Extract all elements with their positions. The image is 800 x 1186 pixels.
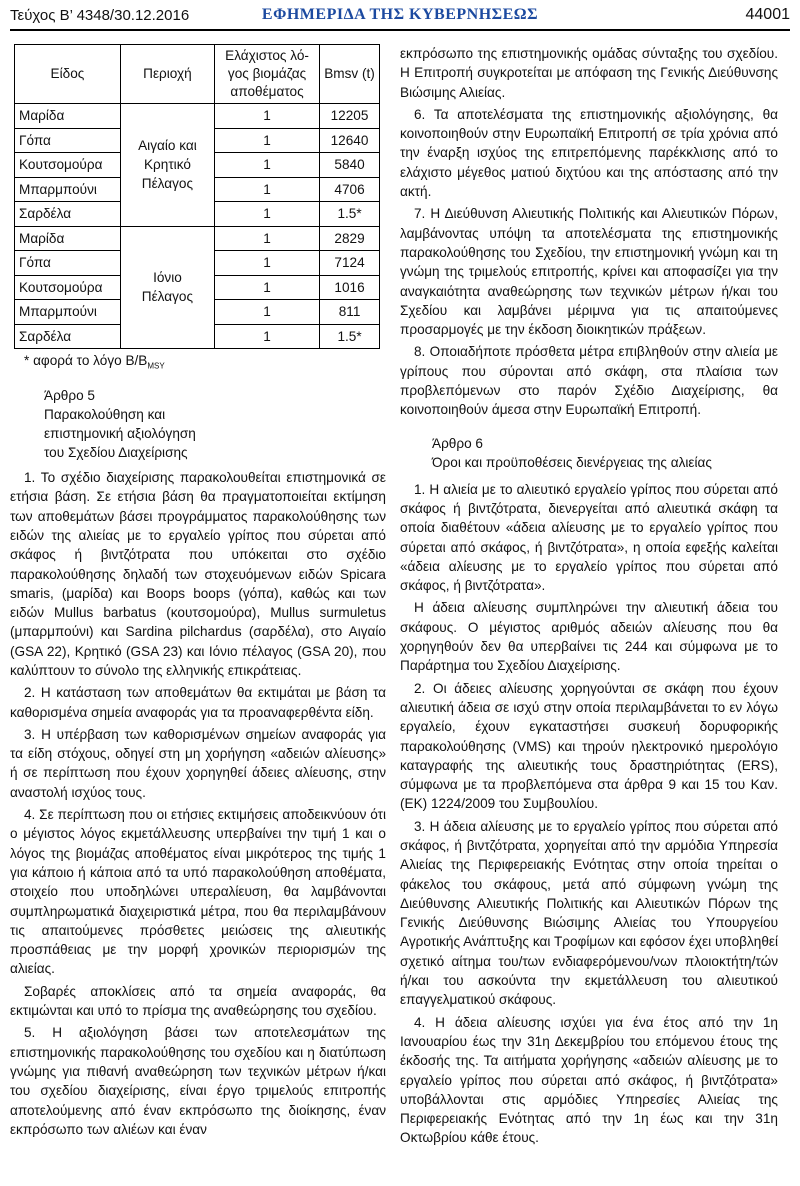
species-cell: Σαρδέλα — [15, 202, 121, 227]
page-header — [10, 4, 790, 28]
footnote-text: * αφορά το λόγο B/B — [24, 353, 148, 368]
article-subtitle: Όροι και προϋποθέσεις διενέργειας της αλιείας — [432, 454, 712, 470]
ratio-cell: 1 — [215, 300, 320, 325]
header-ratio-line: αποθέματος — [230, 84, 304, 99]
bmsv-cell: 7124 — [320, 251, 380, 276]
bmsv-cell: 2829 — [320, 226, 380, 251]
table-row — [15, 104, 380, 129]
article-title: Άρθρο 6 — [432, 435, 483, 451]
bmsv-cell: 1.5* — [320, 202, 380, 227]
paragraph: 3. Η άδεια αλίευσης με το εργαλείο γρίπος που σύρεται από σκάφος, ή βιντζότρατα, χορηγείται από την αρμόδια Υπηρεσία Αλιείας της Περιφερειακής Ενότητας στην οποία τηρείται ο φάκελος του σκάφους, μετά από σύμφωνη γνώμη της Διεύθυνσης Αλιευτικής Πολιτικής και Αλιευτικών Πόρων της Γενικής Διεύθυνσης Βιώσιμης Αλιείας του Υπουργείου Αγροτικής Ανάπτυξης και Τροφίμων και εφόσον έχει υποβληθεί σχετικό αίτημα του/των ενδιαφερόμενου/νων πλοιοκτήτη/τών ή/και του ασκούντα την εκμετάλλευση του αλιευτικού επαγγελματικού σκάφους. — [400, 818, 778, 1008]
paragraph: Η άδεια αλίευσης συμπληρώνει την αλιευτική άδεια του σκάφους. Ο μέγιστος αριθμός αδειών αλίευσης που θα χορηγηθούν δεν θα υπερβαίνει τις 244 και σύμφωνα με το Παράρτημα του Σχεδίου Διαχείρισης. — [400, 600, 778, 674]
region-cell — [120, 226, 214, 349]
region-line: Ιόνιο — [153, 270, 182, 286]
header-bmsv: Bmsv (t) — [320, 45, 380, 104]
paragraph: 1. Η αλιεία με το αλιευτικό εργαλείο γρίπος που σύρεται από σκάφος ή βιντζότρατα, διενεργείται από αλιευτικά σκάφη τα οποία διαθέτουν «άδεια αλίευσης με το εργαλείο γρίπος που σύρεται από σκάφος, ή βιντζότρατα», η οποία εφεξής καλείται «άδεια αλίευσης με το εργαλείο γρίπος που σύρεται από σκάφος, ή βιντζότρατα». — [400, 481, 778, 594]
paragraph: 2. Οι άδειες αλίευσης χορηγούνται σε σκάφη που έχουν αλιευτική άδεια σε ισχύ στην οποία περιλαμβάνεται το εν λόγω εργαλείο, έχουν εγκαταστήσει συσκευή δορυφορικής παρακολούθησης (VMS) και τηρούν ηλεκτρονικό ημερολόγιο καταγραφής της αλιευτικής τους δραστηριότητας (ERS), σύμφωνα με τα προβλεπόμενα στα άρθρα 9 και 15 του Καν.(ΕΚ) 1224/2009 του Συμβουλίου. — [400, 680, 778, 812]
ratio-cell: 1 — [215, 202, 320, 227]
paragraph: 1. Το σχέδιο διαχείρισης παρακολουθείται επιστημονικά σε ετήσια βάση. Σε ετήσια βάση θα πραγματοποιείται εκτίμηση των αποθεμάτων βάσει προγράμματος παρακολούθησης των ειδών της αλιείας με το εργαλείο γρίπος που σύρεται από σκάφος ή βιντζότρατα που υπόκειται στο σχέδιο παρακολούθησης δηλαδή των στοχευόμενων ειδών Spicara smaris, (μαρίδα) και Boops boops (γόπα), καθώς και των ειδών Mullus barbatus (κουτσομούρα), Mullus surmuletus (μπαρμπούνι) και Sardina pilchardus (σαρδέλα), στο Αιγαίο (GSA 22), Κρητικό (GSA 23) και Ιόνιο πέλαγος (GSA 20), που καλύπτουν το σύνολο της ελληνικής επικράτειας. — [10, 470, 386, 678]
region-line: Πέλαγος — [141, 289, 194, 305]
article-6-heading — [432, 434, 778, 472]
region-line: Πέλαγος — [141, 176, 194, 192]
species-table — [14, 44, 380, 349]
species-cell: Κουτσομούρα — [15, 275, 121, 300]
table-row — [15, 226, 380, 251]
species-cell: Σαρδέλα — [15, 324, 121, 349]
header-ratio-line: γος βιομάζας — [227, 66, 307, 81]
gazette-title: ΕΦΗΜΕΡΙΔΑ ΤΗΣ ΚΥΒΕΡΝΗΣΕΩΣ — [261, 6, 539, 23]
paragraph: 8. Οποιαδήποτε πρόσθετα μέτρα επιβληθούν στην αλιεία με γρίπους που σύρονται από σκάφη, στα πλαίσια των προβλεπόμενων στο παρόν Σχέδιο Διαχείρισης, θα κοινοποιηθούν άμεσα στην Ευρωπαϊκή Επιτροπή. — [400, 344, 778, 418]
paragraph: Σοβαρές αποκλίσεις από τα σημεία αναφοράς, θα εκτιμώνται και υπό το πρίσμα της αναθεώρησης του σχεδίου. — [10, 983, 386, 1019]
header-species: Είδος — [15, 45, 121, 104]
table-footnote — [24, 351, 386, 376]
region-line: Κρητικό — [143, 157, 191, 173]
species-cell: Μπαρμπούνι — [15, 300, 121, 325]
paragraph: 2. Η κατάσταση των αποθεμάτων θα εκτιμάται με βάση τα καθορισμένα σημεία αναφοράς για τα προαναφερθέντα είδη. — [10, 685, 386, 720]
header-ratio — [215, 45, 320, 104]
bmsv-cell: 12205 — [320, 104, 380, 129]
article-title: Άρθρο 5 — [44, 388, 95, 404]
paragraph: 4. Σε περίπτωση που οι ετήσιες εκτιμήσεις αποδεικνύουν ότι ο μέγιστος λόγος εκμετάλλευσης υπερβαίνει την τιμή 1 και ο λόγος της βιομάζας αποθέματος είναι μικρότερος της τιμής 1 για κάποιο ή κάποια από τα υπό παρακολούθηση αποθέματα, στοιχείο που υποδηλώνει υπεραλίευση, θα λαμβάνονται συμπληρωματικά διαχειριστικά μέτρα, που θα περιλαμβάνουν τις απαιτούμενες πρόσθετες μειώσεις της αλιευτικής προσπάθειας με την μορφή χρονικών περιορισμών της αλιείας. — [10, 807, 386, 977]
article-subtitle: επιστημονική αξιολόγηση — [44, 426, 196, 442]
bmsv-cell: 5840 — [320, 153, 380, 178]
paragraph: 7. Η Διεύθυνση Αλιευτικής Πολιτικής και Αλιευτικών Πόρων, λαμβάνοντας υπόψη τα αποτελέσματα της επιστημονικής παρακολούθησης του Σχεδίου, την επιστημονική γνώμη και τη γνώμη της τριμελούς επιτροπής, κρίνει και αποφασίζει για την αναγκαιότητα αναθεώρησης των τεχνικών μέτρων ή/και του Σχεδίου και λαμβάνει μέριμνα για τις απαιτούμενες προσαρμογές με την έκδοση διοικητικών πράξεων. — [400, 206, 778, 338]
paragraph: εκπρόσωπο της επιστημονικής ομάδας σύνταξης του σχεδίου. Η Επιτροπή συγκροτείται με απόφαση της Γενικής Διεύθυνσης Βιώσιμης Αλιείας. — [400, 46, 778, 100]
right-column — [400, 44, 778, 1148]
left-column — [10, 44, 386, 1139]
article-subtitle: Παρακολούθηση και — [44, 407, 166, 423]
paragraph: 3. Η υπέρβαση των καθορισμένων σημείων αναφοράς για τα είδη στόχους, οδηγεί στη μη χορήγηση «αδειών αλίευσης» ή σε περίπτωση που έχουν χορηγηθεί άδειες αλίευσης, στην αναστολή ισχύος τους. — [10, 726, 386, 800]
header-ratio-line: Ελάχιστος λό- — [225, 48, 309, 63]
bmsv-cell: 12640 — [320, 128, 380, 153]
footnote-subscript: MSY — [147, 361, 165, 371]
species-cell: Μαρίδα — [15, 226, 121, 251]
species-cell: Γόπα — [15, 251, 121, 276]
bmsv-cell: 1.5* — [320, 324, 380, 349]
bmsv-cell: 1016 — [320, 275, 380, 300]
species-cell: Κουτσομούρα — [15, 153, 121, 178]
ratio-cell: 1 — [215, 104, 320, 129]
bmsv-cell: 811 — [320, 300, 380, 325]
article-subtitle: του Σχεδίου Διαχείρισης — [44, 445, 188, 461]
ratio-cell: 1 — [215, 226, 320, 251]
ratio-cell: 1 — [215, 128, 320, 153]
species-cell: Μπαρμπούνι — [15, 177, 121, 202]
ratio-cell: 1 — [215, 251, 320, 276]
ratio-cell: 1 — [215, 324, 320, 349]
region-cell — [120, 104, 214, 227]
ratio-cell: 1 — [215, 177, 320, 202]
ratio-cell: 1 — [215, 275, 320, 300]
bmsv-cell: 4706 — [320, 177, 380, 202]
species-cell: Μαρίδα — [15, 104, 121, 129]
article-5-heading — [44, 386, 386, 462]
species-cell: Γόπα — [15, 128, 121, 153]
ratio-cell: 1 — [215, 153, 320, 178]
paragraph: 5. Η αξιολόγηση βάσει των αποτελεσμάτων της επιστημονικής παρακολούθησης του σχεδίου και η διατύπωση γνώμης για πιθανή αναθεώρηση των τεχνικών μέτρων ή/και του σχεδίου διαχείρισης, είναι έργο τριμελούς επιτροπής αποτελούμενης από έναν εκπρόσωπο της διοίκησης, έναν εκπρόσωπο των αλιέων και έναν — [10, 1025, 386, 1137]
header-region: Περιοχή — [120, 45, 214, 104]
header-rule — [10, 29, 790, 31]
paragraph: 4. Η άδεια αλίευσης ισχύει για ένα έτος από την 1η Ιανουαρίου έως την 31η Δεκεμβρίου του επόμενου έτους της έκδοσής της. Τα αιτήματα χορήγησης «αδειών αλίευσης με το εργαλείο γρίπος που σύρεται από σκάφος, ή βιντζότρατα» υποβάλλονται στις αρμόδιες Υπηρεσίες Αλιείας της Περιφερειακής Ενότητας από την 1η έως και την 31η Οκτωβρίου κάθε έτους. — [400, 1014, 778, 1146]
paragraph: 6. Τα αποτελέσματα της επιστημονικής αξιολόγησης, θα κοινοποιηθούν στην Ευρωπαϊκή Επιτροπή σε τρία χρόνια από την έναρξη ισχύος της επιτρεπόμενης παρέκκλισης από το ελάχιστο μέγεθος ματιού διχτύου και της απόστασης από την ακτή. — [400, 106, 778, 200]
region-line: Αιγαίο και — [138, 138, 197, 154]
page-number: 44001 — [745, 6, 790, 23]
issue-number: Τεύχος Β’ 4348/30.12.2016 — [10, 7, 190, 24]
table-header-row — [15, 45, 380, 104]
